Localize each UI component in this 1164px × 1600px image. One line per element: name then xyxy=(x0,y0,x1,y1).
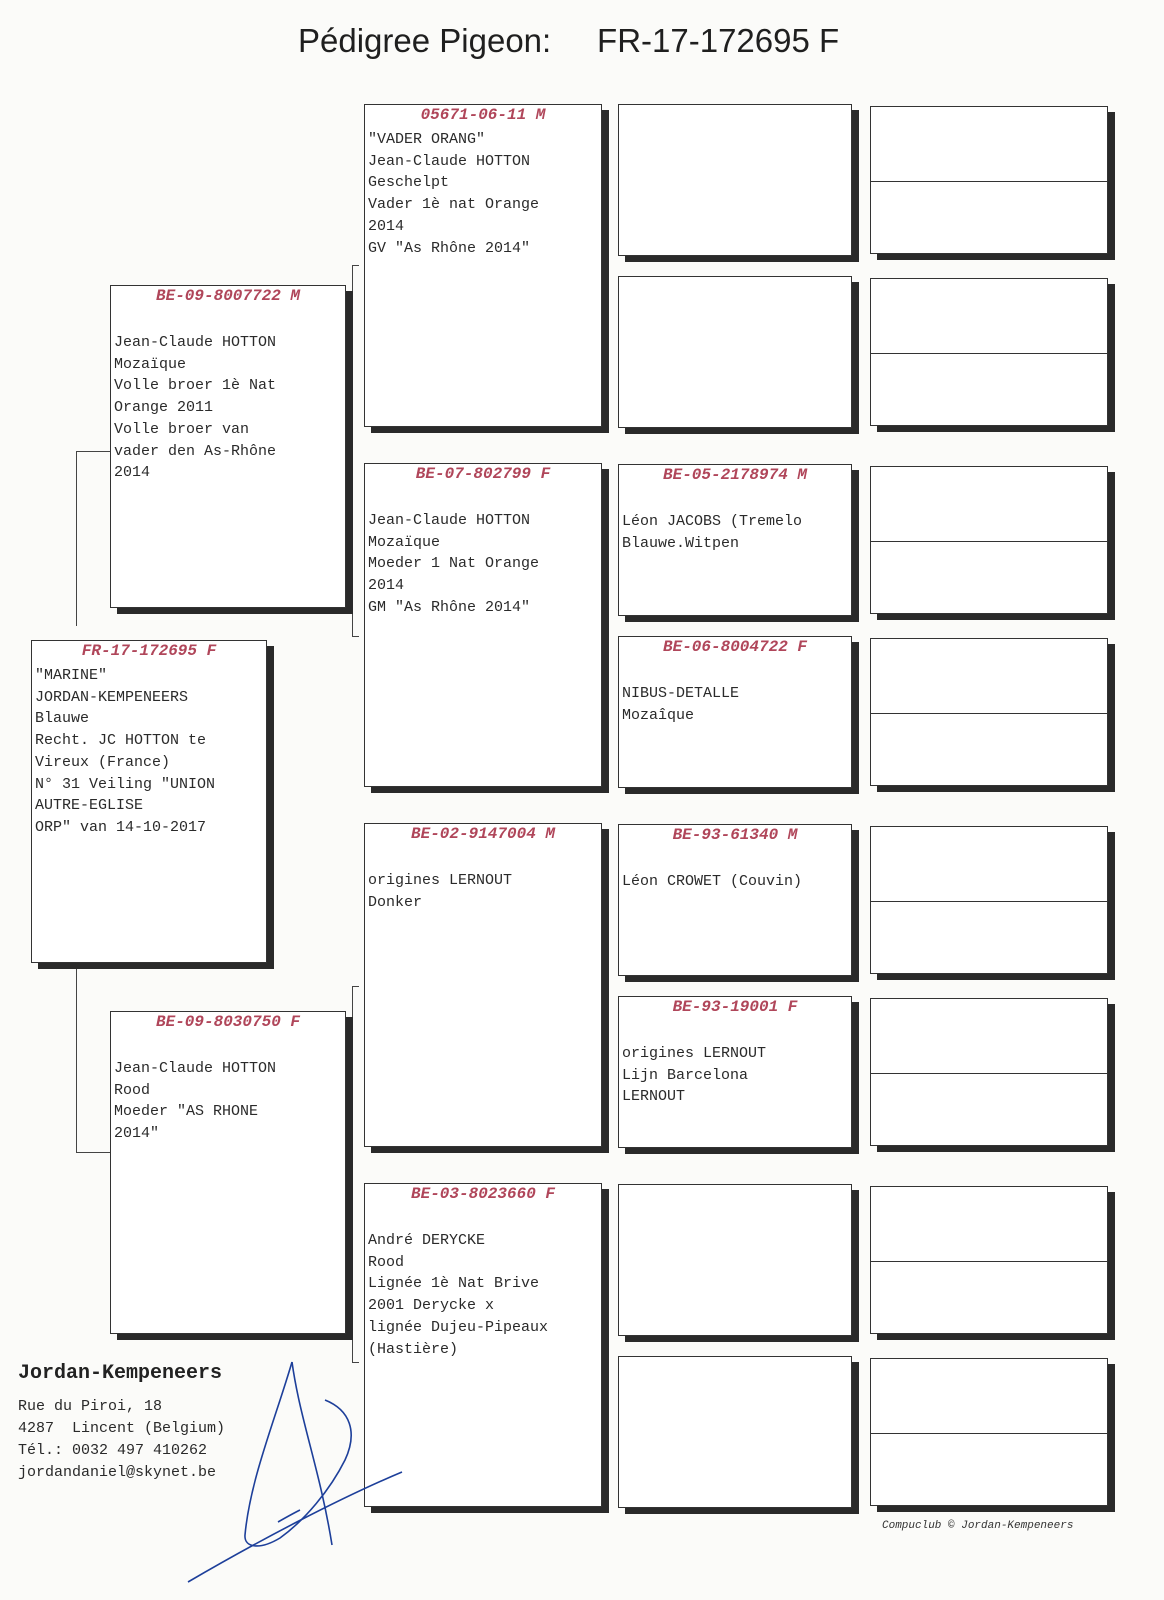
dam-ring-number: BE-09-8030750 F xyxy=(155,1013,301,1031)
breeder-email: jordandaniel@skynet.be xyxy=(18,1464,217,1481)
detail-line: Jean-Claude HOTTON xyxy=(114,334,277,351)
detail-line: lignée Dujeu-Pipeaux xyxy=(368,1318,549,1336)
detail-line: GM "As Rhône 2014" xyxy=(368,598,531,616)
gen3-ring-number: BE-93-19001 F xyxy=(672,998,798,1016)
detail-line: Donker xyxy=(368,893,423,911)
detail-line: Moeder 1 Nat Orange xyxy=(368,555,540,573)
detail-line: "MARINE" xyxy=(35,667,108,684)
title-label: Pédigree Pigeon: xyxy=(298,22,552,59)
detail-line: JORDAN-KEMPENEERS xyxy=(35,688,189,706)
sire-dam-ring-number: BE-07-802799 F xyxy=(415,465,551,483)
detail-line: 2001 Derycke x xyxy=(368,1297,495,1315)
subject-ring-number: FR-17-172695 F xyxy=(81,642,217,660)
detail-line: Vader 1è nat Orange xyxy=(368,196,540,214)
detail-line: vader den As-Rhône xyxy=(114,442,277,460)
detail-line: Léon CROWET (Couvin) xyxy=(622,873,803,890)
detail-line: Jean-Claude HOTTON xyxy=(368,512,531,529)
detail-line: Volle broer 1è Nat xyxy=(114,377,277,395)
sire-ring-number: BE-09-8007722 M xyxy=(155,287,301,305)
detail-line: Jean-Claude HOTTON xyxy=(368,152,531,170)
detail-line: Vireux (France) xyxy=(35,753,171,771)
detail-line: Lijn Barcelona xyxy=(622,1066,749,1084)
detail-line: 2014 xyxy=(368,217,405,235)
detail-line: Blauwe.Witpen xyxy=(622,534,740,552)
detail-line: ORP" van 14-10-2017 xyxy=(35,818,207,836)
detail-line: Moeder "AS RHONE xyxy=(114,1103,259,1121)
detail-line: Orange 2011 xyxy=(114,399,214,417)
gen3-ring-number: BE-05-2178974 M xyxy=(662,466,808,484)
detail-line: Volle broer van xyxy=(114,420,250,438)
detail-line: "VADER ORANG" xyxy=(368,131,486,148)
gen3-ring-number: BE-93-61340 M xyxy=(672,826,798,844)
detail-line: Geschelpt xyxy=(368,174,450,192)
detail-line: Lignée 1è Nat Brive xyxy=(368,1275,540,1293)
detail-line: Mozaïque xyxy=(368,533,441,551)
detail-line: N° 31 Veiling "UNION xyxy=(35,775,216,793)
breeder-address: Rue du Piroi, 18 xyxy=(18,1398,163,1415)
title-ring: FR-17-172695 F xyxy=(597,22,840,59)
sire-sire-ring-number: 05671-06-11 M xyxy=(420,106,546,124)
detail-line: Léon JACOBS (Tremelo xyxy=(622,513,803,530)
gen3-ring-number: BE-06-8004722 F xyxy=(662,638,808,656)
detail-line: (Hastière) xyxy=(368,1340,459,1358)
detail-line: 2014 xyxy=(114,464,151,482)
detail-line: Rood xyxy=(368,1253,405,1271)
dam-dam-ring-number: BE-03-8023660 F xyxy=(410,1185,556,1203)
dam-sire-ring-number: BE-02-9147004 M xyxy=(410,825,556,843)
breeder-name: Jordan-Kempeneers xyxy=(18,1362,223,1385)
detail-line: NIBUS-DETALLE xyxy=(622,685,740,702)
breeder-phone: Tél.: 0032 497 410262 xyxy=(18,1442,208,1459)
detail-line: AUTRE-EGLISE xyxy=(35,797,144,815)
detail-line: Blauwe xyxy=(35,710,90,728)
detail-line: origines LERNOUT xyxy=(622,1045,767,1062)
detail-line: Mozaîque xyxy=(622,706,695,724)
detail-line: Recht. JC HOTTON te xyxy=(35,732,207,750)
detail-line: LERNOUT xyxy=(622,1088,686,1106)
detail-line: 2014" xyxy=(114,1125,160,1143)
detail-line: Mozaïque xyxy=(114,355,187,373)
compuclub-credit: Compuclub © Jordan-Kempeneers xyxy=(882,1520,1074,1532)
detail-line: André DERYCKE xyxy=(368,1232,486,1249)
breeder-city: 4287 Lincent (Belgium) xyxy=(18,1420,226,1437)
detail-line: origines LERNOUT xyxy=(368,872,513,889)
detail-line: GV "As Rhône 2014" xyxy=(368,239,531,257)
detail-line: Rood xyxy=(114,1081,151,1099)
detail-line: 2014 xyxy=(368,577,405,595)
detail-line: Jean-Claude HOTTON xyxy=(114,1060,277,1077)
